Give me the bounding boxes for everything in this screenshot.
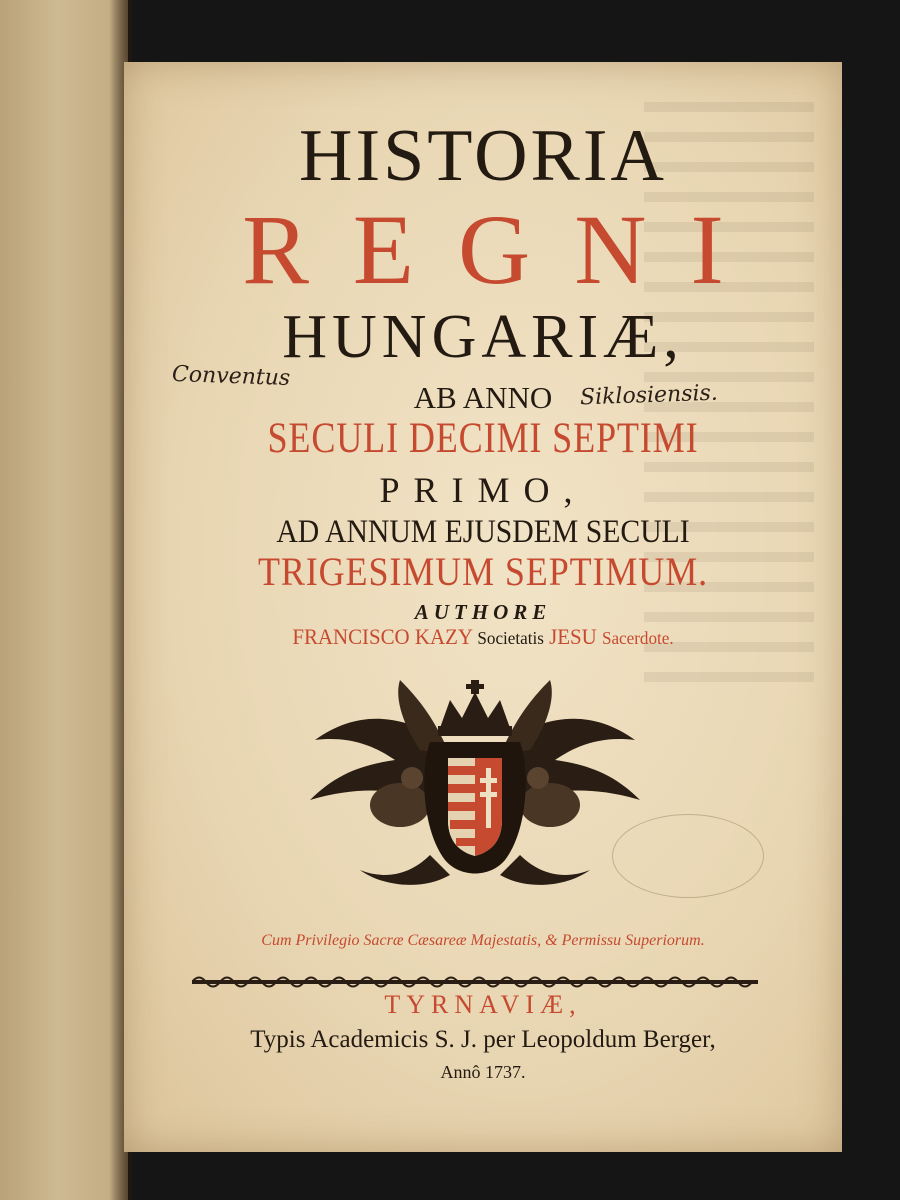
handwritten-note-right: Siklosiensis.: [579, 380, 719, 411]
subtitle-ad-annum: AD ANNUM EJUSDEM SECULI: [276, 514, 690, 550]
subtitle-ab-anno: AB ANNO: [413, 380, 553, 415]
year-line: Annô 1737.: [440, 1062, 526, 1082]
author-society: Societatis: [477, 628, 544, 648]
author-label: AUTHORE: [414, 600, 552, 624]
author-role: Sacerdote.: [601, 628, 674, 648]
author-jesu: JESU: [549, 624, 597, 649]
subtitle-seculi: SECULI DECIMI SEPTIMI: [267, 415, 699, 462]
privilege-line: Cum Privilegio Sacræ Cæsareæ Majestatis, & Permissu Superiorum.: [261, 932, 705, 949]
title-page: [124, 62, 842, 1152]
title-hungariae: HUNGARIÆ,: [282, 303, 684, 371]
city-tyrnaviae: TYRNAVIÆ,: [384, 990, 582, 1019]
handwritten-note-left: Conventus: [171, 361, 291, 392]
faint-library-stamp: [612, 814, 764, 898]
left-page-board: [0, 0, 128, 1200]
title-historia: HISTORIA: [299, 115, 667, 197]
author-line: [142, 624, 824, 650]
subtitle-primo: PRIMO,: [379, 470, 587, 510]
ornamental-rule-icon: [192, 973, 758, 991]
hungarian-coat-of-arms-with-angels-icon: [300, 680, 650, 895]
title-regni: REGNI: [242, 194, 768, 305]
subtitle-trigesimum: TRIGESIMUM SEPTIMUM.: [257, 549, 709, 594]
printer-line: Typis Academicis S. J. per Leopoldum Berger,: [250, 1026, 716, 1053]
author-name: FRANCISCO KAZY: [292, 624, 473, 649]
